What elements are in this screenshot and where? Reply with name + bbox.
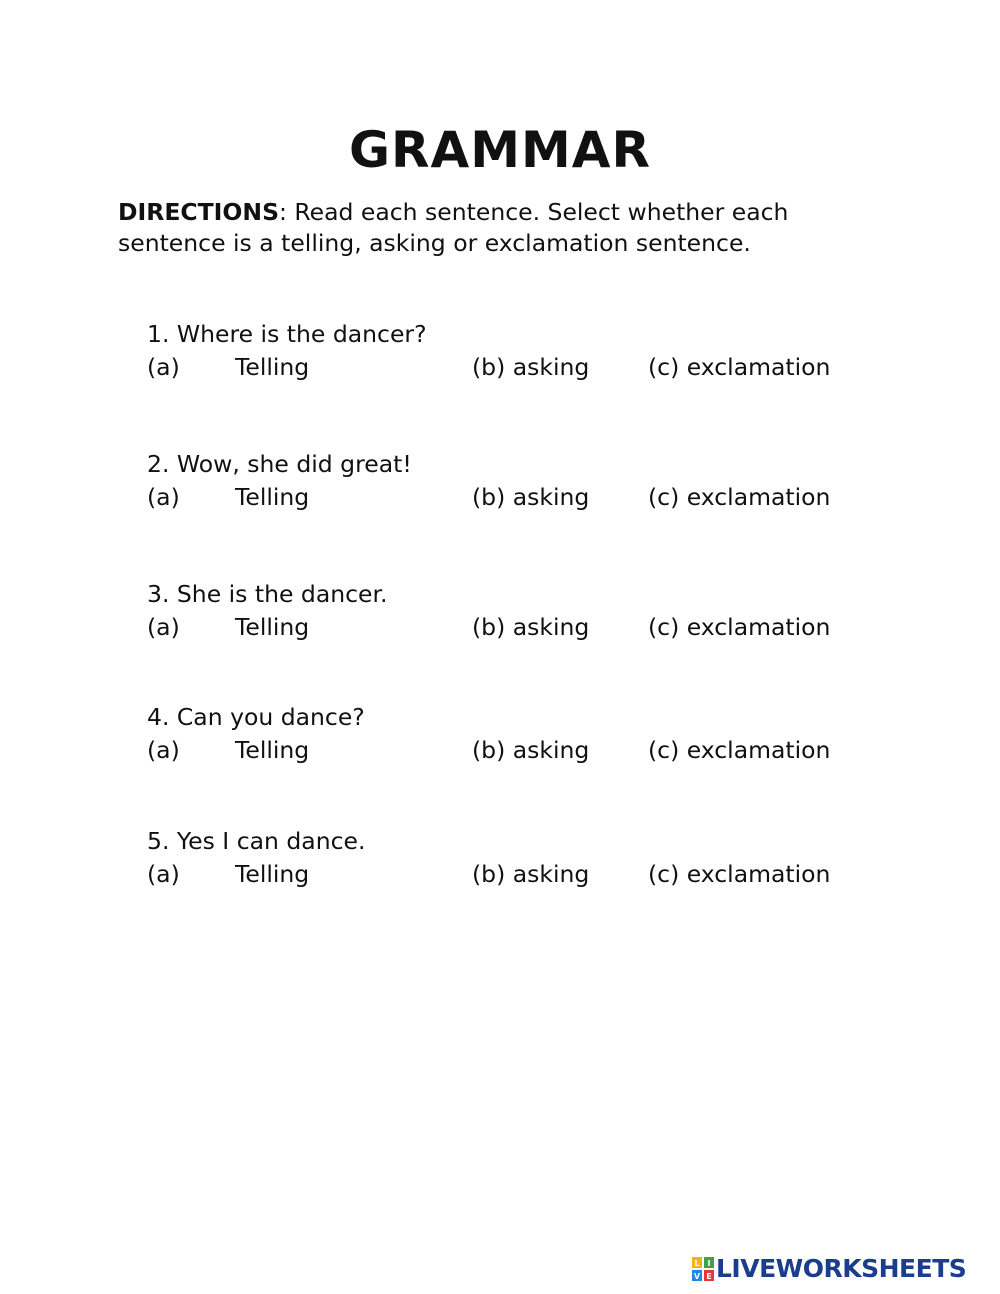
directions-label: DIRECTIONS	[118, 198, 279, 226]
page-title: GRAMMAR	[349, 121, 651, 179]
liveworksheets-logo[interactable]	[692, 1253, 966, 1285]
svg-text:V: V	[693, 1272, 701, 1281]
svg-text:L: L	[694, 1259, 700, 1268]
svg-text:I: I	[707, 1259, 711, 1268]
svg-text:E: E	[706, 1272, 712, 1281]
option-c-exclamation[interactable]: (c) exclamation	[648, 483, 831, 511]
option-a-telling[interactable]: Telling	[235, 353, 310, 381]
option-a-telling[interactable]: Telling	[235, 860, 310, 888]
option-a-label[interactable]: (a)	[147, 860, 180, 888]
option-b-asking[interactable]: (b) asking	[472, 613, 590, 641]
option-c-exclamation[interactable]: (c) exclamation	[648, 613, 831, 641]
option-b-asking[interactable]: (b) asking	[472, 860, 590, 888]
logo-text: LIVEWORKSHEETS	[716, 1254, 967, 1283]
question-text: 4. Can you dance?	[147, 703, 365, 731]
directions-text: : Read each sentence. Select whether each sentence is a telling, asking or exclamation sentence.	[118, 198, 789, 257]
option-b-asking[interactable]: (b) asking	[472, 736, 590, 764]
option-a-telling[interactable]: Telling	[235, 736, 310, 764]
option-a-label[interactable]: (a)	[147, 736, 180, 764]
option-a-telling[interactable]: Telling	[235, 613, 310, 641]
option-c-exclamation[interactable]: (c) exclamation	[648, 353, 831, 381]
option-a-label[interactable]: (a)	[147, 483, 180, 511]
option-b-asking[interactable]: (b) asking	[472, 483, 590, 511]
option-c-exclamation[interactable]: (c) exclamation	[648, 860, 831, 888]
question-text: 5. Yes I can dance.	[147, 827, 366, 855]
option-a-telling[interactable]: Telling	[235, 483, 310, 511]
option-c-exclamation[interactable]: (c) exclamation	[648, 736, 831, 764]
option-a-label[interactable]: (a)	[147, 613, 180, 641]
directions	[118, 197, 838, 259]
question-text: 1. Where is the dancer?	[147, 320, 427, 348]
question-text: 3. She is the dancer.	[147, 580, 388, 608]
liveworksheets-logo-icon	[692, 1257, 714, 1281]
option-a-label[interactable]: (a)	[147, 353, 180, 381]
question-text: 2. Wow, she did great!	[147, 450, 412, 478]
option-b-asking[interactable]: (b) asking	[472, 353, 590, 381]
